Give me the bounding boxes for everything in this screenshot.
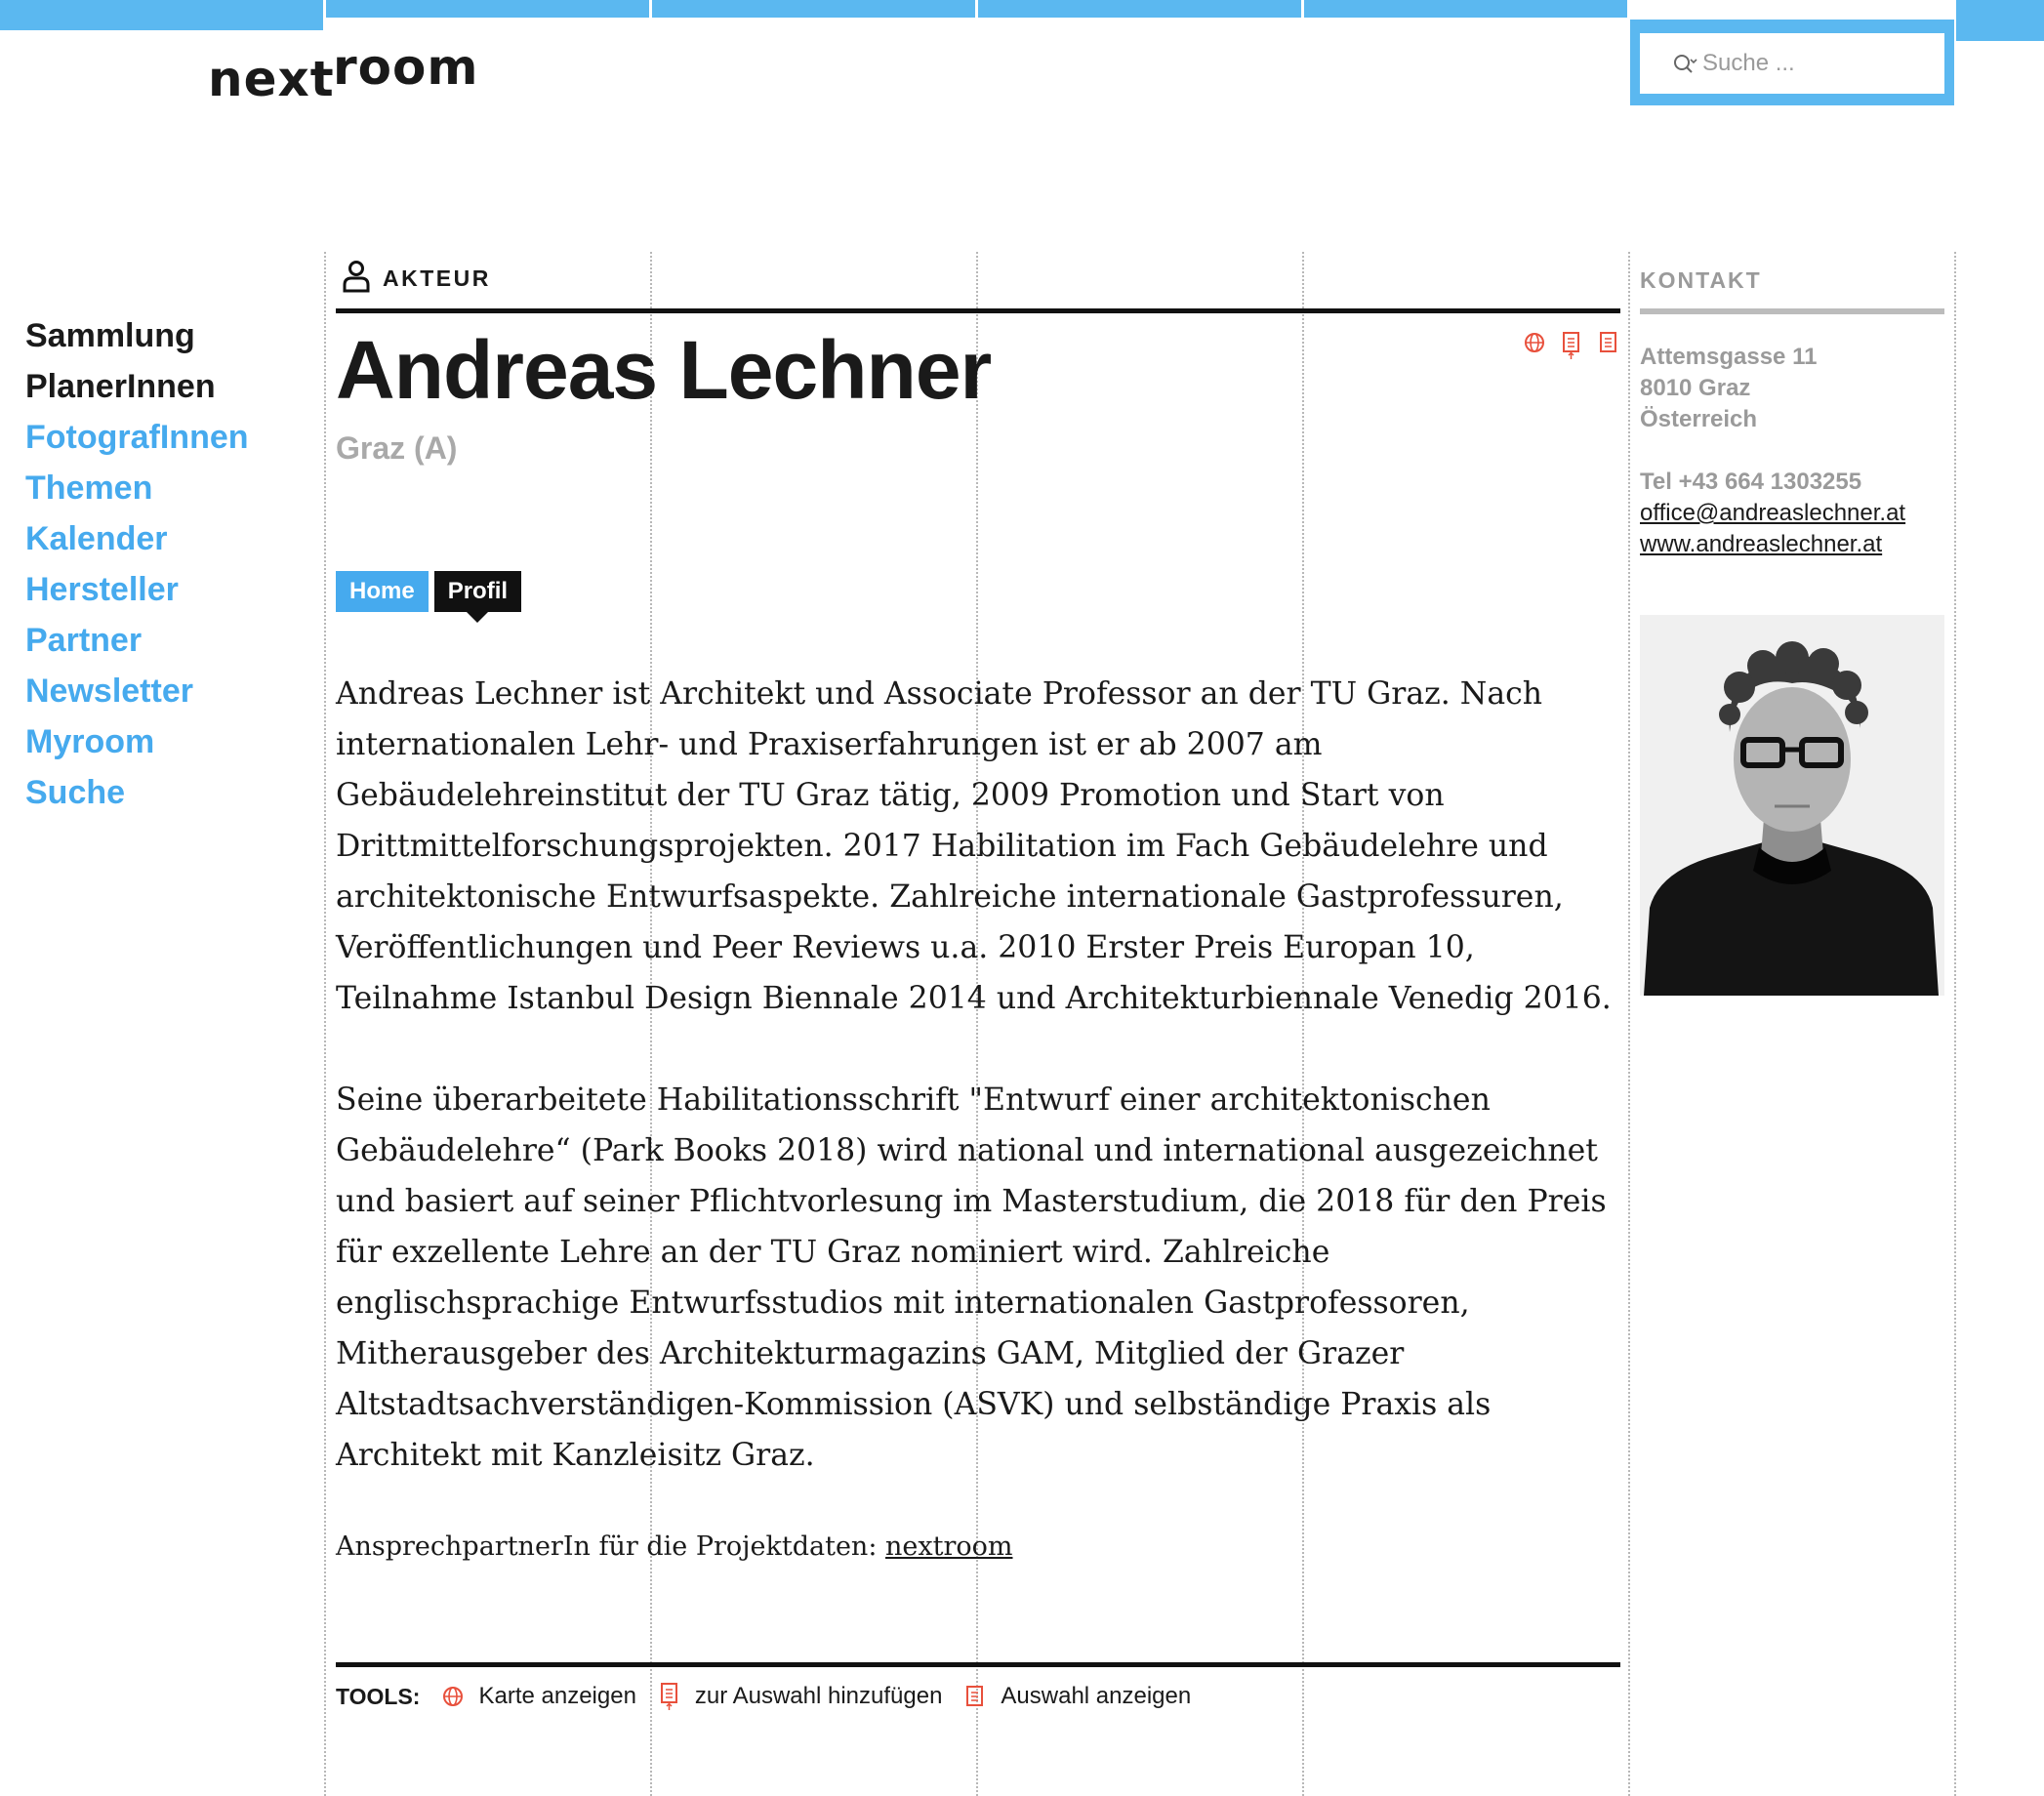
contact-phone: Tel +43 664 1303255 bbox=[1640, 469, 1862, 495]
nav-item-newsletter[interactable]: Newsletter bbox=[25, 673, 193, 710]
show-selection-button[interactable] bbox=[963, 1682, 1191, 1711]
grid-line bbox=[1954, 252, 1956, 1796]
add-to-selection-label: zur Auswahl hinzufügen bbox=[694, 1683, 943, 1709]
header-tools bbox=[1523, 331, 1620, 360]
person-icon bbox=[342, 260, 371, 293]
grid-line bbox=[1628, 252, 1630, 1796]
tab-profil[interactable]: Profil bbox=[434, 571, 521, 612]
main-navigation bbox=[25, 310, 318, 818]
search-box bbox=[1640, 33, 1944, 94]
portrait-photo bbox=[1640, 615, 1944, 996]
nav-item-partner[interactable]: Partner bbox=[25, 622, 143, 659]
title-row bbox=[336, 313, 1620, 430]
nav-item-themen[interactable]: Themen bbox=[25, 469, 153, 507]
contact-person-label: AnsprechpartnerIn für die Projektdaten: bbox=[336, 1531, 878, 1562]
bio-paragraph-1: Andreas Lechner ist Architekt und Associate Professor an der TU Graz. Nach internationalen Lehr- und Praxiserfahrungen ist er ab 2007 am Gebäudelehreinstitut der TU Graz tätig, 2009 Promotion und Start von Drittmittelforschungsprojekten. 2017 Habilitation im Fach Gebäudelehre und architektonische Entwurfsaspekte. Zahlreiche internationale Gastprofessuren, Veröffentlichungen und Peer Reviews u.a. 2010 Erster Preis Europan 10, Teilnahme Istanbul Design Biennale 2014 und Architekturbiennale Venedig 2016. bbox=[336, 676, 1612, 1016]
nav-item-myroom[interactable]: Myroom bbox=[25, 723, 155, 760]
bio-paragraph-2: Seine überarbeitete Habilitationsschrift "Entwurf einer architektonischen Gebäudelehre“ (Park Books 2018) wird national und international ausgezeichnet und basiert auf seiner Pflichtvorlesung im Masterstudium, die 2018 für den Preis für exzellente Lehre an der TU Graz nominiert wird. Zahlreiche englischsprachige Entwurfsstudios mit internationalen Gastprofessoren, Mitherausgeber des Architekturmagazins GAM, Mitglied der Grazer Altstadtsachverständigen-Kommission (ASVK) und selbständige Praxis als Architekt mit Kanzleisitz Graz. bbox=[336, 1082, 1607, 1473]
globe-icon bbox=[441, 1682, 465, 1711]
nav-item-kalender[interactable]: Kalender bbox=[25, 520, 168, 557]
contact-panel bbox=[1640, 252, 1944, 996]
search-container bbox=[1630, 20, 1954, 105]
add-to-selection-button[interactable] bbox=[658, 1682, 943, 1711]
contact-person bbox=[336, 1531, 1620, 1662]
tab-home[interactable]: Home bbox=[336, 571, 429, 612]
main-content bbox=[336, 252, 1620, 1726]
logo-word-room: room bbox=[333, 39, 479, 96]
search-icon[interactable] bbox=[1671, 50, 1698, 77]
grid-line bbox=[324, 252, 326, 1796]
add-to-selection-icon bbox=[658, 1682, 681, 1711]
globe-icon[interactable] bbox=[1523, 331, 1546, 360]
nav-item-sammlung[interactable]: Sammlung bbox=[25, 317, 195, 354]
tools-label: TOOLS: bbox=[336, 1683, 421, 1709]
show-map-label: Karte anzeigen bbox=[478, 1683, 636, 1709]
contact-address bbox=[1640, 342, 1944, 560]
list-icon[interactable] bbox=[1597, 331, 1620, 360]
nav-item-fotografinnen[interactable]: FotografInnen bbox=[25, 419, 249, 456]
contact-heading: KONTAKT bbox=[1640, 252, 1944, 314]
address-city: 8010 Graz bbox=[1640, 375, 1751, 401]
contact-website-link[interactable]: www.andreaslechner.at bbox=[1640, 531, 1883, 557]
page-title: Andreas Lechner bbox=[336, 324, 992, 416]
nav-item-hersteller[interactable]: Hersteller bbox=[25, 571, 179, 608]
contact-email-link[interactable]: office@andreaslechner.at bbox=[1640, 500, 1906, 526]
contact-person-link[interactable]: nextroom bbox=[885, 1531, 1013, 1562]
search-input[interactable] bbox=[1700, 49, 1929, 78]
show-map-button[interactable] bbox=[441, 1682, 635, 1711]
tools-bar bbox=[336, 1662, 1620, 1726]
nav-item-suche[interactable]: Suche bbox=[25, 774, 126, 811]
profile-tabs bbox=[336, 571, 1620, 669]
section-label: AKTEUR bbox=[383, 265, 491, 291]
nav-item-planerinnen[interactable]: PlanerInnen bbox=[25, 368, 216, 405]
location-subtitle: Graz (A) bbox=[336, 430, 458, 466]
address-country: Österreich bbox=[1640, 406, 1758, 432]
address-street: Attemsgasse 11 bbox=[1640, 344, 1818, 370]
section-header bbox=[336, 252, 1620, 313]
list-icon bbox=[963, 1682, 987, 1711]
logo-word-next: next bbox=[208, 51, 335, 107]
show-selection-label: Auswahl anzeigen bbox=[1001, 1683, 1192, 1709]
add-to-selection-icon[interactable] bbox=[1560, 331, 1583, 360]
